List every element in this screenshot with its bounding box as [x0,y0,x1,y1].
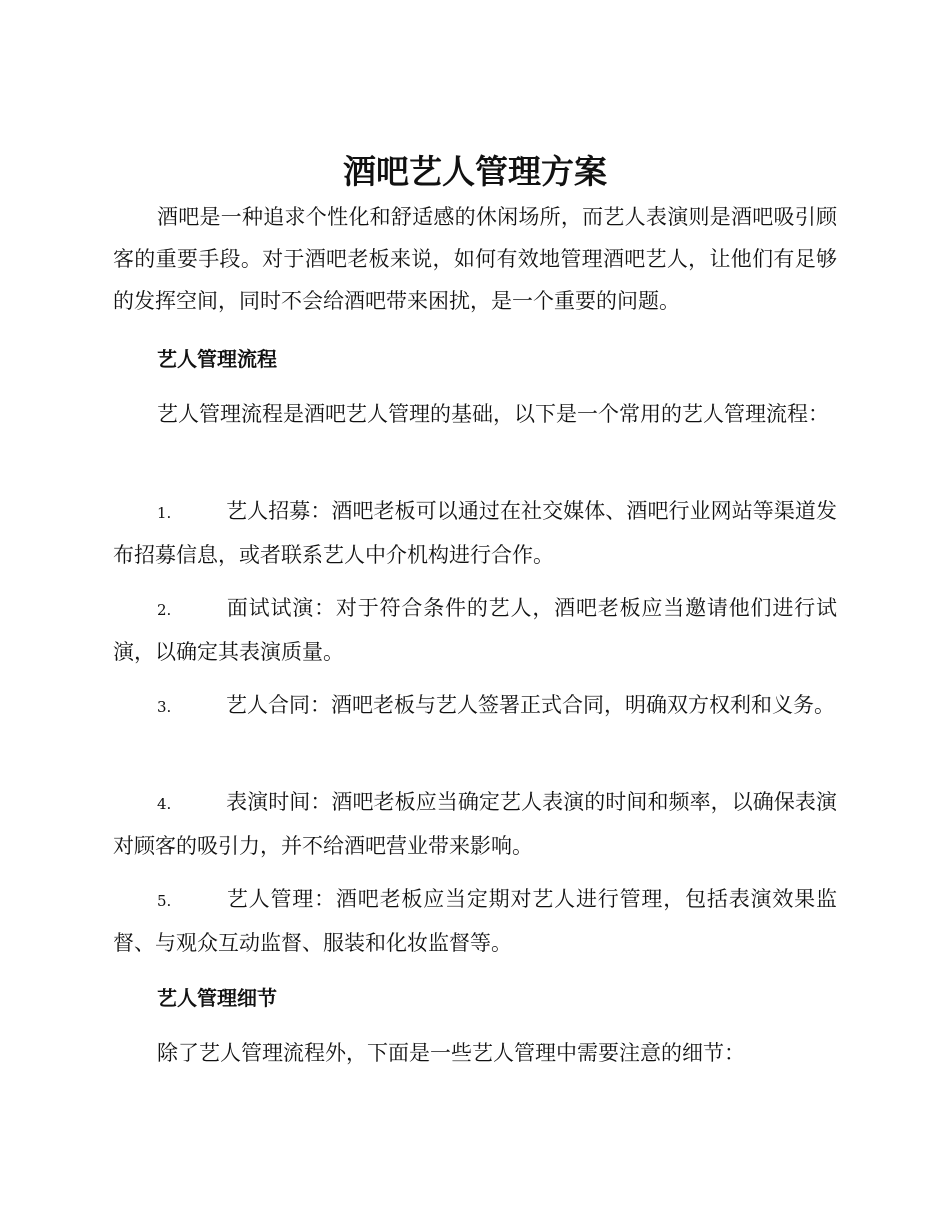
list-item-text: 艺人招募：酒吧老板可以通过在社交媒体、酒吧行业网站等渠道发布招募信息，或者联系艺人中介机构进行合作。 [113,499,837,567]
list-item-text: 艺人管理：酒吧老板应当定期对艺人进行管理，包括表演效果监督、与观众互动监督、服装和化妆监督等。 [113,887,837,955]
intro-paragraph: 酒吧是一种追求个性化和舒适感的休闲场所，而艺人表演则是酒吧吸引顾客的重要手段。对于酒吧老板来说，如何有效地管理酒吧艺人，让他们有足够的发挥空间，同时不会给酒吧带来困扰，是一个重要的问题。 [113,205,837,313]
document-title: 酒吧艺人管理方案 [343,152,607,191]
list-item-text: 面试试演：对于符合条件的艺人，酒吧老板应当邀请他们进行试演，以确定其表演质量。 [113,596,837,664]
list-item [113,490,837,576]
list-item [113,684,837,728]
section-heading-details: 艺人管理细节 [157,986,277,1010]
list-item-text: 艺人合同：酒吧老板与艺人签署正式合同，明确双方权利和义务。 [226,693,835,717]
section-heading-process: 艺人管理流程 [157,347,277,371]
list-item-number: 4. [157,795,172,813]
list-item [113,781,837,867]
list-item-number: 2. [157,601,172,619]
process-lead-paragraph: 艺人管理流程是酒吧艺人管理的基础，以下是一个常用的艺人管理流程： [157,402,829,426]
list-item-number: 3. [157,698,172,716]
list-item [113,878,837,964]
list-item [113,587,837,673]
list-item-number: 1. [157,504,172,522]
list-item-text: 表演时间：酒吧老板应当确定艺人表演的时间和频率，以确保表演对顾客的吸引力，并不给酒吧营业带来影响。 [113,790,837,858]
list-item-number: 5. [157,892,172,910]
details-lead-paragraph: 除了艺人管理流程外，下面是一些艺人管理中需要注意的细节： [157,1041,745,1065]
